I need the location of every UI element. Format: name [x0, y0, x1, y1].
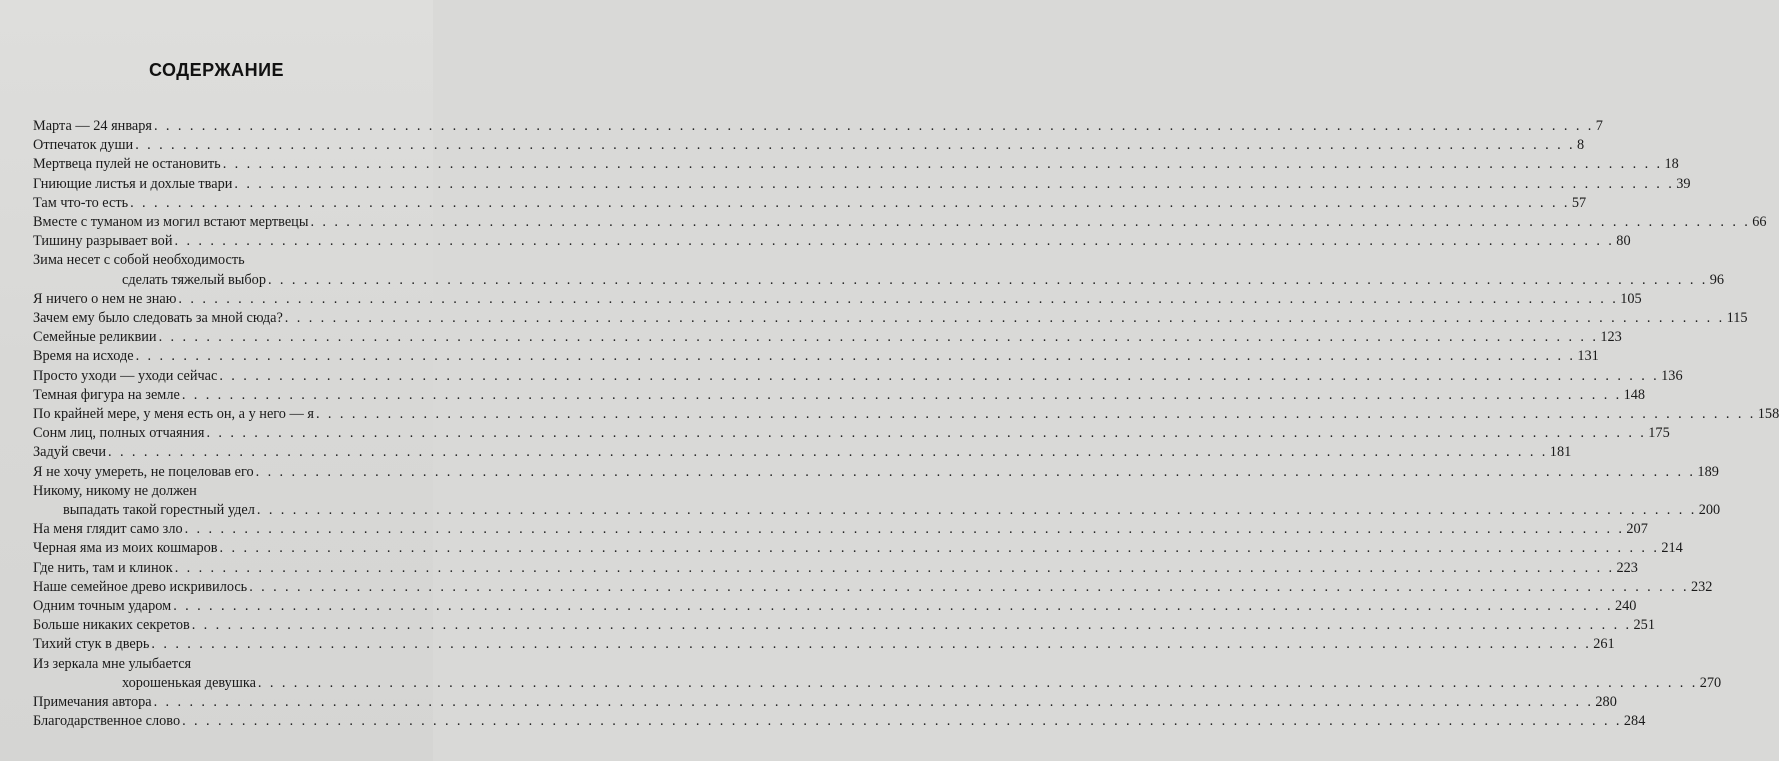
toc-page-number: 189 [1697, 463, 1719, 480]
toc-entry-title: Марта — 24 января [33, 118, 152, 134]
toc-entry [33, 386, 1646, 405]
dot-leader: . . . . . . . . . . . . . . . . . . . . . . . . . . . . . . . . . . . . . . . . . . . . . . . . . . . . . . . . . . . . . . . . . . . . . . . . . . . . . . . . . . . . . . . . . . . . . . . . . . . . . . . . . . . . . . . . . . . . . . . . . [130, 194, 1570, 211]
toc-page-number: 181 [1549, 444, 1572, 461]
toc-entry [33, 290, 1642, 309]
toc-entry-title: хорошенькая девушка [122, 674, 256, 691]
toc-entry-title: Тихий стук в дверь [33, 636, 150, 653]
dot-leader: . . . . . . . . . . . . . . . . . . . . . . . . . . . . . . . . . . . . . . . . . . . . . . . . . . . . . . . . . . . . . . . . . . . . . . . . . . . . . . . . . . . . . . . . . . . . . . . . . . . . . . . . . . . . . . . . . . . . . . . . . [184, 521, 1625, 538]
toc-entry-title: Там что-то есть [33, 194, 129, 211]
toc-page-number: 123 [1600, 329, 1622, 346]
toc-page-number: 270 [1699, 674, 1722, 691]
toc-entry [33, 539, 1683, 558]
toc-entry-title: Я не хочу умереть, не поцеловав его [33, 463, 254, 480]
toc-page-number: 18 [1664, 156, 1679, 173]
dot-leader: . . . . . . . . . . . . . . . . . . . . . . . . . . . . . . . . . . . . . . . . . . . . . . . . . . . . . . . . . . . . . . . . . . . . . . . . . . . . . . . . . . . . . . . . . . . . . . . . . . . . . . . . . . . . . . . . . . . . . . . . . [174, 559, 1615, 576]
toc-entry [33, 175, 1691, 194]
toc-entry [33, 443, 1572, 462]
toc-entry [33, 328, 1622, 347]
toc-page-number: 136 [1661, 367, 1683, 384]
dot-leader: . . . . . . . . . . . . . . . . . . . . . . . . . . . . . . . . . . . . . . . . . . . . . . . . . . . . . . . . . . . . . . . . . . . . . . . . . . . . . . . . . . . . . . . . . . . . . . . . . . . . . . . . . . . . . . . . . . . . . . . . . [222, 156, 1663, 173]
toc-page-number: 284 [1623, 713, 1646, 730]
toc-entry [33, 693, 1617, 712]
toc-entry-title: По крайней мере, у меня есть он, а у него — я [33, 406, 314, 422]
dot-leader: . . . . . . . . . . . . . . . . . . . . . . . . . . . . . . . . . . . . . . . . . . . . . . . . . . . . . . . . . . . . . . . . . . . . . . . . . . . . . . . . . . . . . . . . . . . . . . . . . . . . . . . . . . . . . . . . . . . . . . . . . [310, 214, 1751, 230]
dot-leader: . . . . . . . . . . . . . . . . . . . . . . . . . . . . . . . . . . . . . . . . . . . . . . . . . . . . . . . . . . . . . . . . . . . . . . . . . . . . . . . . . . . . . . . . . . . . . . . . . . . . . . . . . . . . . . . . . . . . . . . . . [174, 233, 1615, 250]
toc-entry [33, 367, 1683, 386]
toc-page-number: 240 [1614, 598, 1637, 614]
page-title: СОДЕРЖАНИЕ [148, 60, 285, 80]
toc-page-number: 261 [1593, 636, 1615, 653]
toc-entry-title: Зачем ему было следовать за мной сюда? [33, 310, 283, 326]
toc-entry [33, 424, 1670, 443]
toc-entry [33, 578, 1713, 597]
dot-leader: . . . . . . . . . . . . . . . . . . . . . . . . . . . . . . . . . . . . . . . . . . . . . . . . . . . . . . . . . . . . . . . . . . . . . . . . . . . . . . . . . . . . . . . . . . . . . . . . . . . . . . . . . . . . . . . . . . . . . . . . . [255, 463, 1696, 480]
toc-page-number: 158 [1757, 406, 1779, 422]
toc-entry-title: выпадать такой горестный удел [63, 502, 255, 518]
toc-page-number: 39 [1676, 175, 1691, 192]
dot-leader: . . . . . . . . . . . . . . . . . . . . . . . . . . . . . . . . . . . . . . . . . . . . . . . . . . . . . . . . . . . . . . . . . . . . . . . . . . . . . . . . . . . . . . . . . . . . . . . . . . . . . . . . . . . . . . . . . . . . . . . . . [158, 329, 1599, 346]
toc-page-number: 96 [1709, 271, 1725, 288]
toc-entry-title: Семейные реликвии [33, 329, 157, 346]
dot-leader: . . . . . . . . . . . . . . . . . . . . . . . . . . . . . . . . . . . . . . . . . . . . . . . . . . . . . . . . . . . . . . . . . . . . . . . . . . . . . . . . . . . . . . . . . . . . . . . . . . . . . . . . . . . . . . . . . . . . . . . . . [135, 137, 1575, 154]
toc-entry-line: Из зеркала мне улыбается [33, 655, 192, 672]
dot-leader: . . . . . . . . . . . . . . . . . . . . . . . . . . . . . . . . . . . . . . . . . . . . . . . . . . . . . . . . . . . . . . . . . . . . . . . . . . . . . . . . . . . . . . . . . . . . . . . . . . . . . . . . . . . . . . . . . . . . . . . . . [249, 578, 1689, 595]
toc-page-number: 251 [1633, 617, 1655, 634]
dot-leader: . . . . . . . . . . . . . . . . . . . . . . . . . . . . . . . . . . . . . . . . . . . . . . . . . . . . . . . . . . . . . . . . . . . . . . . . . . . . . . . . . . . . . . . . . . . . . . . . . . . . . . . . . . . . . . . . . . . . . . . . . [219, 540, 1660, 557]
toc-entry [33, 559, 1638, 578]
toc-entry-title: Больше никаких секретов [33, 617, 190, 634]
toc-page-number: 200 [1698, 502, 1721, 518]
toc-entry [63, 501, 1721, 520]
toc-entry-title: Тишину разрывает вой [33, 233, 173, 250]
toc-entry [33, 136, 1585, 155]
toc-page-number: 214 [1661, 540, 1683, 557]
toc-entry-title: сделать тяжелый выбор [122, 271, 266, 288]
dot-leader: . . . . . . . . . . . . . . . . . . . . . . . . . . . . . . . . . . . . . . . . . . . . . . . . . . . . . . . . . . . . . . . . . . . . . . . . . . . . . . . . . . . . . . . . . . . . . . . . . . . . . . . . . . . . . . . . . . . . . . . . . [234, 175, 1675, 192]
toc-page-number: 115 [1726, 310, 1748, 326]
toc-entry-title: Где нить, там и клинок [33, 559, 173, 576]
toc-entry-title: Темная фигура на земле [33, 386, 180, 403]
toc-entry-title: Одним точным ударом [33, 598, 172, 614]
toc-page-number: 223 [1616, 559, 1638, 576]
toc-entry [33, 712, 1646, 731]
toc-page-number: 232 [1691, 578, 1713, 595]
toc-page-number: 207 [1626, 521, 1648, 538]
toc-page-number: 148 [1623, 386, 1646, 403]
toc-entry [33, 635, 1615, 654]
dot-leader: . . . . . . . . . . . . . . . . . . . . . . . . . . . . . . . . . . . . . . . . . . . . . . . . . . . . . . . . . . . . . . . . . . . . . . . . . . . . . . . . . . . . . . . . . . . . . . . . . . . . . . . . . . . . . . . . . . . . . . . . . [315, 406, 1756, 422]
dot-leader: . . . . . . . . . . . . . . . . . . . . . . . . . . . . . . . . . . . . . . . . . . . . . . . . . . . . . . . . . . . . . . . . . . . . . . . . . . . . . . . . . . . . . . . . . . . . . . . . . . . . . . . . . . . . . . . . . . . . . . . . . [219, 367, 1660, 384]
dot-leader: . . . . . . . . . . . . . . . . . . . . . . . . . . . . . . . . . . . . . . . . . . . . . . . . . . . . . . . . . . . . . . . . . . . . . . . . . . . . . . . . . . . . . . . . . . . . . . . . . . . . . . . . . . . . . . . . . . . . . . . . . [173, 598, 1613, 614]
dot-leader: . . . . . . . . . . . . . . . . . . . . . . . . . . . . . . . . . . . . . . . . . . . . . . . . . . . . . . . . . . . . . . . . . . . . . . . . . . . . . . . . . . . . . . . . . . . . . . . . . . . . . . . . . . . . . . . . . . . . . . . . . [182, 713, 1622, 730]
toc-page-number: 175 [1648, 425, 1670, 442]
dot-leader: . . . . . . . . . . . . . . . . . . . . . . . . . . . . . . . . . . . . . . . . . . . . . . . . . . . . . . . . . . . . . . . . . . . . . . . . . . . . . . . . . . . . . . . . . . . . . . . . . . . . . . . . . . . . . . . . . . . . . . . . . [181, 386, 1622, 403]
toc-page-number: 57 [1571, 194, 1587, 211]
dot-leader: . . . . . . . . . . . . . . . . . . . . . . . . . . . . . . . . . . . . . . . . . . . . . . . . . . . . . . . . . . . . . . . . . . . . . . . . . . . . . . . . . . . . . . . . . . . . . . . . . . . . . . . . . . . . . . . . . . . . . . . . . [206, 425, 1647, 442]
toc-page-number: 280 [1595, 694, 1617, 710]
toc-page-number: 80 [1616, 233, 1631, 250]
toc-entry-title: Черная яма из моих кошмаров [33, 540, 218, 557]
toc-entry [33, 520, 1648, 539]
toc-entry-title: Наше семейное древо искривилось [33, 578, 248, 595]
toc-entry-title: Гниющие листья и дохлые твари [33, 175, 233, 192]
toc-entry [33, 194, 1587, 213]
toc-entry-title: Сонм лиц, полных отчаяния [33, 425, 205, 442]
toc-entry-title: На меня глядит само зло [33, 521, 183, 538]
toc-entry [33, 232, 1631, 251]
toc-page-number: 105 [1620, 290, 1642, 307]
toc-entry-title: Просто уходи — уходи сейчас [33, 367, 218, 384]
dot-leader: . . . . . . . . . . . . . . . . . . . . . . . . . . . . . . . . . . . . . . . . . . . . . . . . . . . . . . . . . . . . . . . . . . . . . . . . . . . . . . . . . . . . . . . . . . . . . . . . . . . . . . . . . . . . . . . . . . . . . . . . . [153, 694, 1594, 710]
toc-entry [33, 117, 1603, 136]
toc-page-number: 131 [1577, 348, 1599, 365]
toc-entry [33, 463, 1719, 482]
toc-entry-line: Зима несет с собой необходимость [33, 252, 245, 269]
toc-entry [33, 347, 1599, 366]
dot-leader: . . . . . . . . . . . . . . . . . . . . . . . . . . . . . . . . . . . . . . . . . . . . . . . . . . . . . . . . . . . . . . . . . . . . . . . . . . . . . . . . . . . . . . . . . . . . . . . . . . . . . . . . . . . . . . . . . . . . . . . . . [256, 502, 1697, 518]
dot-leader: . . . . . . . . . . . . . . . . . . . . . . . . . . . . . . . . . . . . . . . . . . . . . . . . . . . . . . . . . . . . . . . . . . . . . . . . . . . . . . . . . . . . . . . . . . . . . . . . . . . . . . . . . . . . . . . . . . . . . . . . . [284, 310, 1725, 326]
toc-entry-title: Время на исходе [33, 348, 134, 365]
toc-page-number: 66 [1752, 214, 1767, 230]
toc-entry [33, 616, 1655, 635]
dot-leader: . . . . . . . . . . . . . . . . . . . . . . . . . . . . . . . . . . . . . . . . . . . . . . . . . . . . . . . . . . . . . . . . . . . . . . . . . . . . . . . . . . . . . . . . . . . . . . . . . . . . . . . . . . . . . . . . . . . . . . . . . [257, 674, 1698, 691]
toc-entry [33, 213, 1767, 232]
toc-entry [33, 155, 1679, 174]
toc-entry-title: Примечания автора [33, 694, 152, 710]
toc-entry-title: Задуй свечи [33, 444, 106, 461]
toc-entry [122, 271, 1725, 290]
toc-entry-line: Никому, никому не должен [33, 482, 197, 499]
toc-page-number: 8 [1577, 137, 1585, 154]
dot-leader: . . . . . . . . . . . . . . . . . . . . . . . . . . . . . . . . . . . . . . . . . . . . . . . . . . . . . . . . . . . . . . . . . . . . . . . . . . . . . . . . . . . . . . . . . . . . . . . . . . . . . . . . . . . . . . . . . . . . . . . . . [267, 271, 1708, 288]
toc-entry [33, 597, 1637, 616]
toc-entry-title: Вместе с туманом из могил встают мертвецы [33, 214, 309, 230]
toc-entry [33, 405, 1779, 424]
dot-leader: . . . . . . . . . . . . . . . . . . . . . . . . . . . . . . . . . . . . . . . . . . . . . . . . . . . . . . . . . . . . . . . . . . . . . . . . . . . . . . . . . . . . . . . . . . . . . . . . . . . . . . . . . . . . . . . . . . . . . . . . . [191, 617, 1632, 634]
toc-entry-title: Я ничего о нем не знаю [33, 290, 177, 307]
dot-leader: . . . . . . . . . . . . . . . . . . . . . . . . . . . . . . . . . . . . . . . . . . . . . . . . . . . . . . . . . . . . . . . . . . . . . . . . . . . . . . . . . . . . . . . . . . . . . . . . . . . . . . . . . . . . . . . . . . . . . . . . . [151, 636, 1592, 653]
dot-leader: . . . . . . . . . . . . . . . . . . . . . . . . . . . . . . . . . . . . . . . . . . . . . . . . . . . . . . . . . . . . . . . . . . . . . . . . . . . . . . . . . . . . . . . . . . . . . . . . . . . . . . . . . . . . . . . . . . . . . . . . . [153, 118, 1594, 134]
toc-entry [122, 674, 1722, 693]
dot-leader: . . . . . . . . . . . . . . . . . . . . . . . . . . . . . . . . . . . . . . . . . . . . . . . . . . . . . . . . . . . . . . . . . . . . . . . . . . . . . . . . . . . . . . . . . . . . . . . . . . . . . . . . . . . . . . . . . . . . . . . . . [135, 348, 1576, 365]
toc-entry-title: Отпечаток души [33, 137, 134, 154]
toc-entry-title: Мертвеца пулей не остановить [33, 156, 221, 173]
dot-leader: . . . . . . . . . . . . . . . . . . . . . . . . . . . . . . . . . . . . . . . . . . . . . . . . . . . . . . . . . . . . . . . . . . . . . . . . . . . . . . . . . . . . . . . . . . . . . . . . . . . . . . . . . . . . . . . . . . . . . . . . . [178, 290, 1619, 307]
toc-entry [33, 309, 1748, 328]
toc-page-number: 7 [1595, 118, 1603, 134]
toc-entry-title: Благодарственное слово [33, 713, 181, 730]
dot-leader: . . . . . . . . . . . . . . . . . . . . . . . . . . . . . . . . . . . . . . . . . . . . . . . . . . . . . . . . . . . . . . . . . . . . . . . . . . . . . . . . . . . . . . . . . . . . . . . . . . . . . . . . . . . . . . . . . . . . . . . . . [108, 444, 1548, 461]
